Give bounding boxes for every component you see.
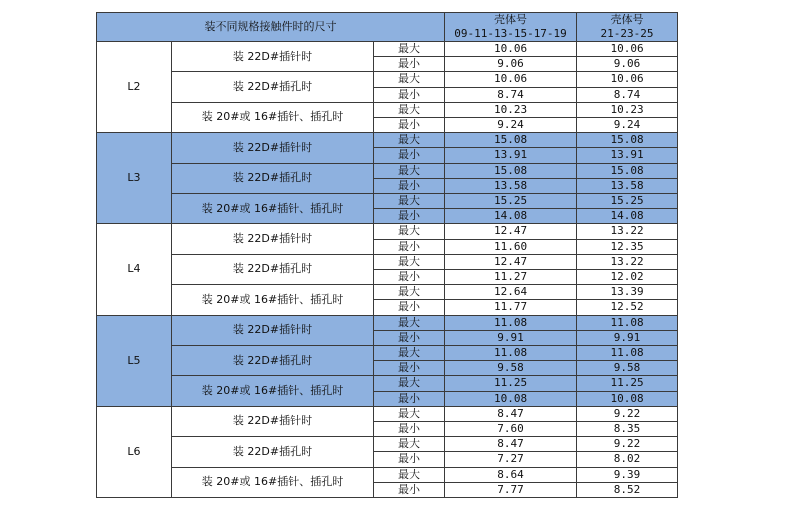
min-label: 最小 xyxy=(374,422,445,437)
table-row xyxy=(97,72,678,87)
min-label: 最小 xyxy=(374,300,445,315)
min-value-2: 8.52 xyxy=(577,482,678,497)
min-label: 最小 xyxy=(374,330,445,345)
min-value-2: 13.91 xyxy=(577,148,678,163)
min-value-1: 9.91 xyxy=(445,330,577,345)
shell-size-title-2: 壳体号 xyxy=(610,13,644,26)
max-label: 最大 xyxy=(374,346,445,361)
contact-config: 装 22D#插孔时 xyxy=(172,72,374,102)
min-value-1: 9.24 xyxy=(445,118,577,133)
min-label: 最小 xyxy=(374,178,445,193)
min-value-1: 14.08 xyxy=(445,209,577,224)
table-row xyxy=(97,194,678,209)
max-value-1: 8.47 xyxy=(445,406,577,421)
min-value-1: 8.74 xyxy=(445,87,577,102)
table-row xyxy=(97,346,678,361)
min-value-2: 8.35 xyxy=(577,422,678,437)
max-value-1: 15.08 xyxy=(445,133,577,148)
contact-config: 装 22D#插孔时 xyxy=(172,437,374,467)
min-value-1: 7.60 xyxy=(445,422,577,437)
max-label: 最大 xyxy=(374,285,445,300)
min-value-1: 9.58 xyxy=(445,361,577,376)
min-value-2: 12.35 xyxy=(577,239,678,254)
max-value-2: 13.39 xyxy=(577,285,678,300)
table-row xyxy=(97,437,678,452)
table-row xyxy=(97,376,678,391)
max-value-1: 11.25 xyxy=(445,376,577,391)
contact-config: 装 20#或 16#插针、插孔时 xyxy=(172,376,374,406)
max-value-2: 10.06 xyxy=(577,72,678,87)
max-value-2: 9.39 xyxy=(577,467,678,482)
max-value-1: 8.47 xyxy=(445,437,577,452)
min-value-2: 13.58 xyxy=(577,178,678,193)
min-label: 最小 xyxy=(374,452,445,467)
min-value-1: 13.58 xyxy=(445,178,577,193)
contact-config: 装 22D#插针时 xyxy=(172,133,374,163)
min-value-1: 11.77 xyxy=(445,300,577,315)
group-l4 xyxy=(97,224,678,315)
max-label: 最大 xyxy=(374,42,445,57)
shell-size-header-1 xyxy=(445,13,577,42)
min-value-1: 10.08 xyxy=(445,391,577,406)
contact-config: 装 22D#插针时 xyxy=(172,224,374,254)
max-label: 最大 xyxy=(374,467,445,482)
min-value-1: 7.77 xyxy=(445,482,577,497)
max-label: 最大 xyxy=(374,406,445,421)
min-value-1: 9.06 xyxy=(445,57,577,72)
max-label: 最大 xyxy=(374,194,445,209)
max-value-1: 11.08 xyxy=(445,346,577,361)
group-l3 xyxy=(97,133,678,224)
contact-config: 装 22D#插孔时 xyxy=(172,163,374,193)
table-row xyxy=(97,315,678,330)
table-row xyxy=(97,254,678,269)
max-label: 最大 xyxy=(374,72,445,87)
min-label: 最小 xyxy=(374,482,445,497)
max-value-1: 12.47 xyxy=(445,224,577,239)
max-value-2: 15.25 xyxy=(577,194,678,209)
max-value-1: 10.06 xyxy=(445,42,577,57)
max-value-2: 10.23 xyxy=(577,102,678,117)
table-row xyxy=(97,133,678,148)
min-value-2: 8.02 xyxy=(577,452,678,467)
min-label: 最小 xyxy=(374,361,445,376)
min-value-2: 12.02 xyxy=(577,270,678,285)
min-label: 最小 xyxy=(374,209,445,224)
min-value-1: 11.27 xyxy=(445,270,577,285)
shell-size-list-2: 21-23-25 xyxy=(600,27,654,40)
table-row xyxy=(97,224,678,239)
dimension-label: L4 xyxy=(97,224,172,315)
min-label: 最小 xyxy=(374,148,445,163)
max-value-1: 8.64 xyxy=(445,467,577,482)
max-value-1: 11.08 xyxy=(445,315,577,330)
max-label: 最大 xyxy=(374,437,445,452)
group-l5 xyxy=(97,315,678,406)
table-row xyxy=(97,163,678,178)
max-value-2: 11.25 xyxy=(577,376,678,391)
max-label: 最大 xyxy=(374,224,445,239)
min-label: 最小 xyxy=(374,118,445,133)
max-value-1: 10.23 xyxy=(445,102,577,117)
max-value-1: 10.06 xyxy=(445,72,577,87)
min-value-1: 13.91 xyxy=(445,148,577,163)
min-value-2: 9.06 xyxy=(577,57,678,72)
contact-config: 装 22D#插针时 xyxy=(172,406,374,436)
contact-config: 装 20#或 16#插针、插孔时 xyxy=(172,285,374,315)
max-value-2: 11.08 xyxy=(577,346,678,361)
max-value-1: 12.47 xyxy=(445,254,577,269)
contact-config: 装 22D#插孔时 xyxy=(172,254,374,284)
min-value-2: 8.74 xyxy=(577,87,678,102)
table-header-row xyxy=(97,13,678,42)
contact-config: 装 20#或 16#插针、插孔时 xyxy=(172,467,374,497)
min-value-1: 7.27 xyxy=(445,452,577,467)
min-value-2: 9.24 xyxy=(577,118,678,133)
max-value-2: 11.08 xyxy=(577,315,678,330)
min-label: 最小 xyxy=(374,391,445,406)
dimension-label: L2 xyxy=(97,42,172,133)
max-value-2: 9.22 xyxy=(577,406,678,421)
min-label: 最小 xyxy=(374,270,445,285)
max-label: 最大 xyxy=(374,376,445,391)
max-label: 最大 xyxy=(374,315,445,330)
dimension-label: L5 xyxy=(97,315,172,406)
min-value-2: 14.08 xyxy=(577,209,678,224)
min-label: 最小 xyxy=(374,239,445,254)
max-value-1: 12.64 xyxy=(445,285,577,300)
max-label: 最大 xyxy=(374,254,445,269)
min-value-2: 9.58 xyxy=(577,361,678,376)
max-value-2: 13.22 xyxy=(577,254,678,269)
min-value-2: 12.52 xyxy=(577,300,678,315)
group-l6 xyxy=(97,406,678,497)
min-label: 最小 xyxy=(374,57,445,72)
contact-config: 装 20#或 16#插针、插孔时 xyxy=(172,102,374,132)
max-value-2: 15.08 xyxy=(577,133,678,148)
shell-size-title-1: 壳体号 xyxy=(494,13,528,26)
shell-size-list-1: 09-11-13-15-17-19 xyxy=(454,27,567,40)
table-row xyxy=(97,406,678,421)
max-label: 最大 xyxy=(374,133,445,148)
table-row xyxy=(97,285,678,300)
table-row xyxy=(97,42,678,57)
max-value-2: 13.22 xyxy=(577,224,678,239)
table-row xyxy=(97,102,678,117)
contact-config: 装 22D#插针时 xyxy=(172,42,374,72)
group-l2 xyxy=(97,42,678,133)
dimension-table xyxy=(96,12,678,498)
min-label: 最小 xyxy=(374,87,445,102)
max-value-2: 9.22 xyxy=(577,437,678,452)
table-title: 装不同规格接触件时的尺寸 xyxy=(97,13,445,42)
max-value-2: 10.06 xyxy=(577,42,678,57)
min-value-2: 10.08 xyxy=(577,391,678,406)
dimension-label: L6 xyxy=(97,406,172,497)
table-row xyxy=(97,467,678,482)
max-value-1: 15.25 xyxy=(445,194,577,209)
contact-config: 装 20#或 16#插针、插孔时 xyxy=(172,194,374,224)
min-value-2: 9.91 xyxy=(577,330,678,345)
dimension-label: L3 xyxy=(97,133,172,224)
max-value-1: 15.08 xyxy=(445,163,577,178)
shell-size-header-2 xyxy=(577,13,678,42)
max-value-2: 15.08 xyxy=(577,163,678,178)
min-value-1: 11.60 xyxy=(445,239,577,254)
max-label: 最大 xyxy=(374,163,445,178)
contact-config: 装 22D#插针时 xyxy=(172,315,374,345)
contact-config: 装 22D#插孔时 xyxy=(172,346,374,376)
max-label: 最大 xyxy=(374,102,445,117)
